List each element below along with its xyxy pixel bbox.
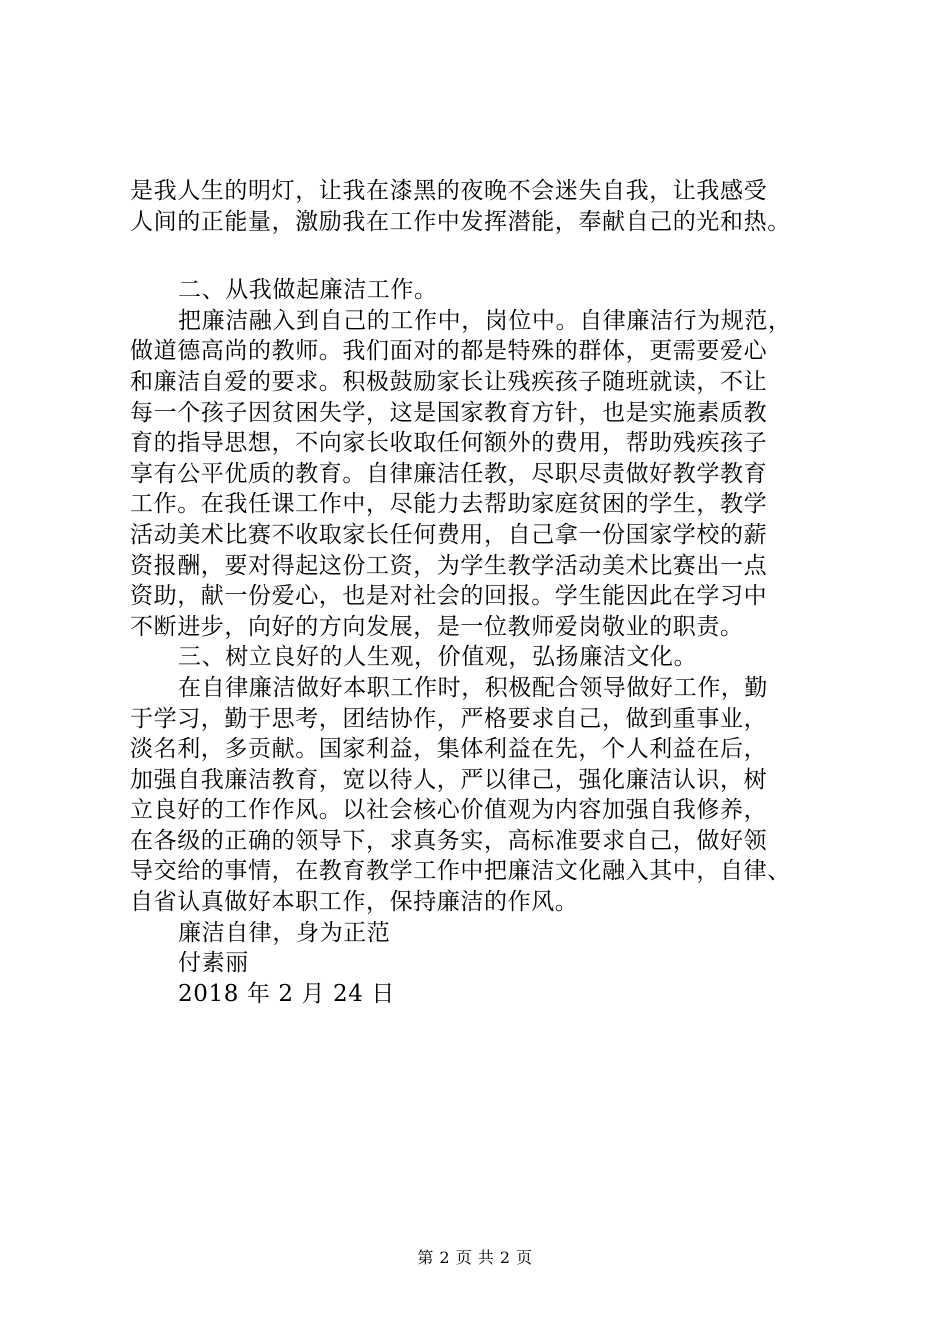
- text-line: 不断进步，向好的方向发展，是一位教师爱岗敬业的职责。: [130, 613, 744, 640]
- text-line: 是我人生的明灯，让我在漆黑的夜晚不会迷失自我，让我感受: [130, 178, 768, 204]
- document-body: [130, 176, 850, 1009]
- text-line: 资助，献一份爱心，也是对社会的回报。学生能因此在学习中: [130, 583, 768, 610]
- page-number-footer: 第 2 页 共 2 页: [417, 1248, 533, 1267]
- text-line: 淡名利，多贡献。国家利益，集体利益在先，个人利益在后，: [130, 736, 768, 763]
- section-heading-3: 三、树立良好的人生观，价值观，弘扬廉洁文化。: [178, 644, 698, 671]
- text-line: 把廉洁融入到自己的工作中，岗位中。自律廉洁行为规范，: [178, 307, 792, 334]
- section-3-paragraph: [130, 673, 850, 918]
- text-line: 每一个孩子因贫困失学，这是国家教育方针，也是实施素质教: [130, 399, 768, 426]
- text-line: 育的指导思想，不向家长收取任何额外的费用，帮助残疾孩子: [130, 430, 768, 457]
- text-line: 工作。在我任课工作中，尽能力去帮助家庭贫困的学生，教学: [130, 491, 768, 518]
- author-name: 付素丽: [178, 950, 249, 977]
- paragraph-gap: [130, 237, 850, 275]
- section-heading-2: 二、从我做起廉洁工作。: [178, 277, 438, 304]
- text-line: 自省认真做好本职工作，保持廉洁的作风。: [130, 889, 579, 916]
- text-line: 于学习，勤于思考，团结协作，严格要求自己，做到重事业，: [130, 705, 768, 732]
- document-date: 2018 年 2 月 24 日: [178, 980, 395, 1007]
- text-line: 资报酬，要对得起这份工资，为学生教学活动美术比赛出一点: [130, 552, 768, 579]
- text-line: 立良好的工作作风。以社会核心价值观为内容加强自我修养，: [130, 797, 768, 824]
- text-line: 在各级的正确的领导下，求真务实，高标准要求自己，做好领: [130, 827, 768, 854]
- text-line: 和廉洁自爱的要求。积极鼓励家长让残疾孩子随班就读，不让: [130, 368, 768, 395]
- continuation-paragraph: [130, 176, 850, 237]
- text-line: 享有公平优质的教育。自律廉洁任教，尽职尽责做好教学教育: [130, 460, 768, 487]
- text-line: 导交给的事情，在教育教学工作中把廉洁文化融入其中，自律、: [130, 858, 791, 885]
- section-2-paragraph: [130, 306, 850, 643]
- closing-title: 廉洁自律，身为正范: [178, 919, 391, 946]
- text-line: 活动美术比赛不收取家长任何费用，自己拿一份国家学校的薪: [130, 521, 768, 548]
- text-line: 在自律廉洁做好本职工作时，积极配合领导做好工作，勤: [178, 674, 768, 701]
- text-line: 加强自我廉洁教育，宽以待人，严以律己，强化廉洁认识，树: [130, 766, 768, 793]
- text-line: 做道德高尚的教师。我们面对的都是特殊的群体，更需要爱心: [130, 338, 768, 365]
- text-line: 人间的正能量，激励我在工作中发挥潜能，奉献自己的光和热。: [130, 208, 791, 235]
